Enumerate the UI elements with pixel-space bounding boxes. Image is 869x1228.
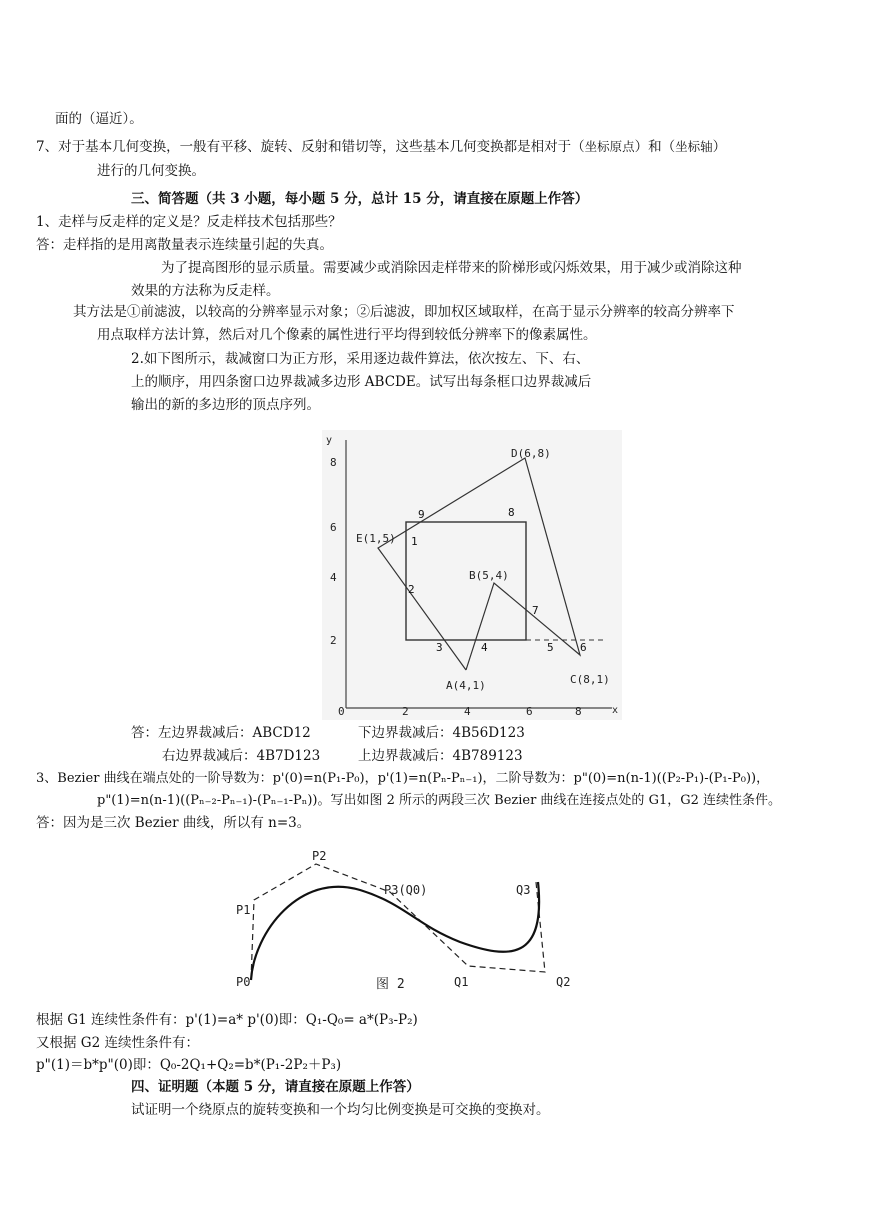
bezier-figure <box>230 842 580 992</box>
intersection-label: 1 <box>411 535 418 548</box>
answer-1-text: 用点取样方法计算，然后对几个像素的属性进行平均得到较低分辨率下的像素属性。 <box>97 327 597 343</box>
answer-bottom-clip: 下边界裁减后：4B56D123 <box>358 725 525 741</box>
intersection-label: 7 <box>532 604 539 617</box>
y-tick: 4 <box>330 571 337 584</box>
question-1: 1、走样与反走样的定义是？反走样技术包括那些？ <box>36 214 342 230</box>
proof-question: 试证明一个绕原点的旋转变换和一个均匀比例变换是可交换的变换对。 <box>131 1102 550 1118</box>
x-tick: 0 <box>338 705 345 718</box>
section-heading: 四、证明题（本题 5 分，请直接在原题上作答） <box>131 1079 420 1095</box>
q7-text: 7、对于基本几何变换，一般有平移、旋转、反射和错切等，这些基本几何变换都是相对于（ <box>36 139 585 155</box>
clipping-figure <box>322 430 622 720</box>
question-2: 输出的新的多边形的顶点序列。 <box>131 397 320 413</box>
intersection-label: 6 <box>580 641 587 654</box>
point-label: Q3 <box>516 883 531 897</box>
g1-condition: 根据 G1 连续性条件有：p'(1)=a* p'(0)即：Q₁-Q₀= a*(P₃-P₂) <box>36 1012 418 1028</box>
vertex-label: E(1,5) <box>356 532 396 545</box>
question-2: 上的顺序，用四条窗口边界裁减多边形 ABCDE。试写出每条框口边界裁减后 <box>131 374 592 390</box>
intersection-label: 5 <box>547 641 554 654</box>
question-3: 3、Bezier 曲线在端点处的一阶导数为：p'(0)=n(P₁-P₀)，p'(1)=n(Pₙ-Pₙ₋₁)，二阶导数为：p"(0)=n(n-1)((P₂-P₁)-(P₁-P₀))， <box>36 771 770 786</box>
intersection-label: 9 <box>418 508 425 521</box>
point-label: P0 <box>236 975 251 989</box>
answer-right-clip: 右边界裁减后：4B7D123 <box>162 748 321 764</box>
point-label: P2 <box>312 849 327 863</box>
answer-1-text: 其方法是①前滤波，以较高的分辨率显示对象；②后滤波，即加权区域取样，在高于显示分辨率的较高分辨率下 <box>73 304 735 320</box>
g2-condition: 又根据 G2 连续性条件有： <box>36 1035 199 1051</box>
question-2: 2.如下图所示，裁减窗口为正方形，采用逐边裁件算法，依次按左、下、右、 <box>131 351 590 367</box>
section-heading: 三、简答题（共 3 小题，每小题 5 分，总计 15 分，请直接在原题上作答） <box>131 191 589 207</box>
vertex-label: D(6,8) <box>511 447 551 460</box>
answer-1: 答：走样指的是用离散量表示连续量引起的失真。 <box>36 237 333 253</box>
figure-caption: 图 2 <box>376 977 405 992</box>
vertex-label: C(8,1) <box>570 673 610 686</box>
answer-left-clip: 答：左边界裁减后：ABCD12 <box>131 725 311 741</box>
g2-condition: p"(1)＝b*p"(0)即：Q₀-2Q₁+Q₂=b*(P₁-2P₂＋P₃) <box>36 1057 342 1073</box>
x-tick: 4 <box>464 705 471 718</box>
answer-handwritten: 坐标原点 <box>584 139 635 154</box>
y-axis-label: y <box>326 435 333 446</box>
x-tick: 6 <box>526 705 533 718</box>
question-7 <box>36 137 726 157</box>
vertex-label: A(4,1) <box>446 679 486 692</box>
x-tick: 2 <box>402 705 409 718</box>
point-label: P3(Q0) <box>384 883 428 897</box>
answer-1-text: 为了提高图形的显示质量。需要减少或消除因走样带来的阶梯形或闪烁效果，用于减少或消除这种 <box>161 260 742 276</box>
point-label: P1 <box>236 903 251 917</box>
answer-handwritten: 坐标轴 <box>675 139 713 154</box>
vertex-label: B(5,4) <box>469 569 509 582</box>
intersection-label: 4 <box>481 641 488 654</box>
y-tick: 6 <box>330 521 337 534</box>
x-axis-label: x <box>612 705 619 716</box>
answer-top-clip: 上边界裁减后：4B789123 <box>358 748 523 764</box>
text-line: 面的（逼近）。 <box>55 111 143 127</box>
q7-text: ） <box>712 139 727 155</box>
y-tick: 2 <box>330 634 337 647</box>
intersection-label: 8 <box>508 506 515 519</box>
y-tick: 8 <box>330 456 337 469</box>
x-tick: 8 <box>575 705 582 718</box>
intersection-label: 3 <box>436 641 443 654</box>
point-label: Q2 <box>556 975 571 989</box>
answer-3: 答：因为是三次 Bezier 曲线，所以有 n=3。 <box>36 815 311 831</box>
text-line: 进行的几何变换。 <box>97 163 205 179</box>
question-3: p"(1)=n(n-1)((Pₙ₋₂-Pₙ₋₁)-(Pₙ₋₁-Pₙ))。写出如图 2 所示的两段三次 Bezier 曲线在连接点处的 G1，G2 连续性条件。 <box>97 793 782 808</box>
intersection-label: 2 <box>408 583 415 596</box>
answer-1-text: 效果的方法称为反走样。 <box>131 283 280 299</box>
point-label: Q1 <box>454 975 469 989</box>
q7-text: ）和（ <box>634 139 676 155</box>
